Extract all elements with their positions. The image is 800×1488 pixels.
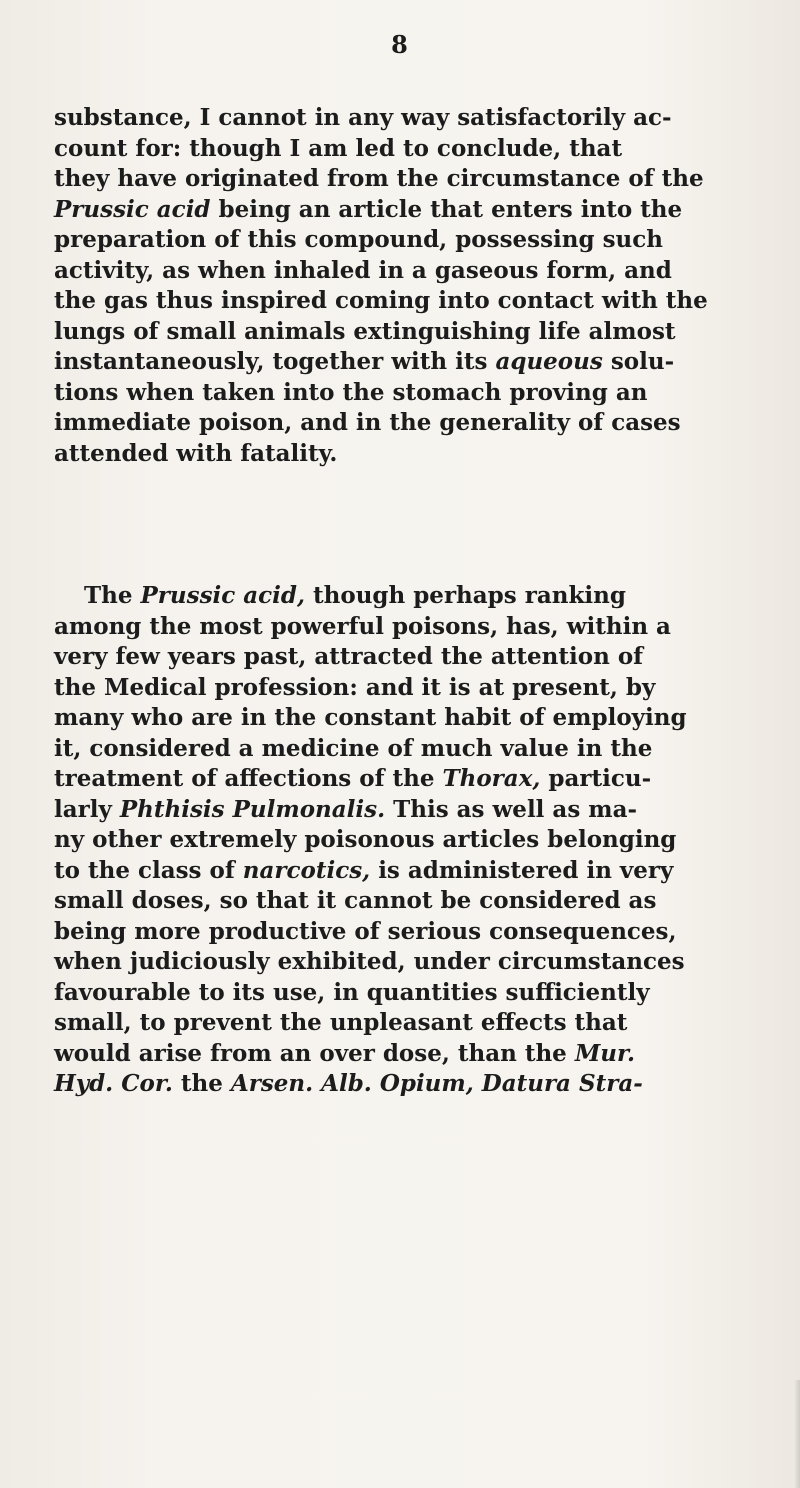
text-line	[54, 408, 790, 439]
text-line	[54, 886, 790, 917]
text-segment: attended with fatality.	[54, 439, 338, 467]
text-segment: when judiciously exhibited, under circumstances	[54, 948, 685, 975]
text-line	[54, 978, 790, 1009]
text-segment: lungs of small animals extinguishing life almost	[54, 317, 676, 345]
text-line	[54, 317, 790, 348]
paragraph-2	[54, 581, 790, 1100]
text-segment: preparation of this compound, possessing such	[54, 226, 663, 253]
text-line	[54, 856, 790, 887]
text-segment: instantaneously, together with its	[54, 348, 496, 375]
text-segment: small, to prevent the unpleasant effects that	[54, 1009, 628, 1036]
text-line	[54, 1069, 790, 1100]
text-segment: favourable to its use, in quantities sufficiently	[54, 978, 650, 1006]
text-segment: The	[84, 582, 141, 609]
text-line	[54, 612, 790, 643]
text-segment: count for: though I am led to conclude, that	[54, 134, 623, 162]
text-segment: immediate poison, and in the generality of cases	[54, 409, 681, 436]
text-line	[54, 1008, 790, 1039]
page-number: 8	[391, 30, 409, 59]
text-segment: they have originated from the circumstance of the	[54, 165, 704, 192]
text-line	[54, 581, 790, 612]
paragraph-1	[54, 103, 790, 469]
text-line	[54, 134, 790, 165]
italic-term: Hyd. Cor.	[54, 1070, 173, 1097]
italic-term: Prussic acid	[54, 195, 211, 223]
text-segment: many who are in the constant habit of employing	[54, 704, 687, 731]
text-line	[54, 947, 790, 978]
text-line	[54, 703, 790, 734]
text-line	[54, 734, 790, 765]
text-line	[54, 286, 790, 317]
italic-term: narcotics,	[242, 856, 371, 884]
text-line	[54, 825, 790, 856]
text-segment: particu-	[540, 765, 652, 792]
text-line	[54, 917, 790, 948]
text-line	[54, 439, 790, 470]
text-segment: the gas thus inspired coming into contact with the	[54, 287, 708, 314]
text-segment: being more productive of serious consequences,	[54, 917, 677, 945]
text-segment: is administered in very	[370, 856, 674, 884]
text-line	[54, 764, 790, 795]
text-line	[54, 642, 790, 673]
text-segment: This as well as ma-	[385, 795, 638, 823]
text-segment: would arise from an over dose, than the	[54, 1039, 575, 1067]
text-segment: being an article that enters into the	[210, 195, 683, 223]
text-segment: ny other extremely poisonous articles belonging	[54, 826, 677, 853]
italic-term: aqueous	[495, 348, 603, 375]
text-line	[54, 103, 790, 134]
text-segment: small doses, so that it cannot be considered as	[54, 887, 657, 914]
italic-term: Mur.	[574, 1039, 636, 1067]
text-segment: substance, I cannot in any way satisfactorily ac-	[54, 104, 672, 131]
text-line	[54, 347, 790, 378]
text-segment: though perhaps ranking	[305, 582, 626, 609]
text-segment: tions when taken into the stomach proving an	[54, 378, 648, 406]
text-segment: treatment of affections of the	[54, 765, 443, 792]
text-line	[54, 673, 790, 704]
text-segment: larly	[54, 795, 120, 823]
italic-term: Prussic acid,	[140, 582, 305, 609]
text-segment: solu-	[602, 348, 675, 375]
italic-term: Arsen. Alb. Opium, Datura Stra-	[230, 1070, 643, 1097]
text-segment: it, considered a medicine of much value in the	[54, 734, 653, 762]
italic-term: Thorax,	[442, 765, 541, 792]
text-line	[54, 256, 790, 287]
text-line	[54, 1039, 790, 1070]
text-segment: very few years past, attracted the attention of	[54, 643, 644, 670]
text-line	[54, 795, 790, 826]
text-line	[54, 164, 790, 195]
italic-term: Phthisis Pulmonalis.	[119, 795, 386, 823]
text-segment: the Medical profession: and it is at present, by	[54, 673, 656, 701]
text-line	[54, 195, 790, 226]
page-edge-shadow	[794, 1380, 800, 1488]
text-segment: to the class of	[54, 856, 243, 884]
text-line	[54, 225, 790, 256]
text-segment: activity, as when inhaled in a gaseous form, and	[54, 256, 672, 284]
text-segment: the	[172, 1070, 231, 1097]
text-line	[54, 378, 790, 409]
text-segment: among the most powerful poisons, has, within a	[54, 612, 671, 640]
